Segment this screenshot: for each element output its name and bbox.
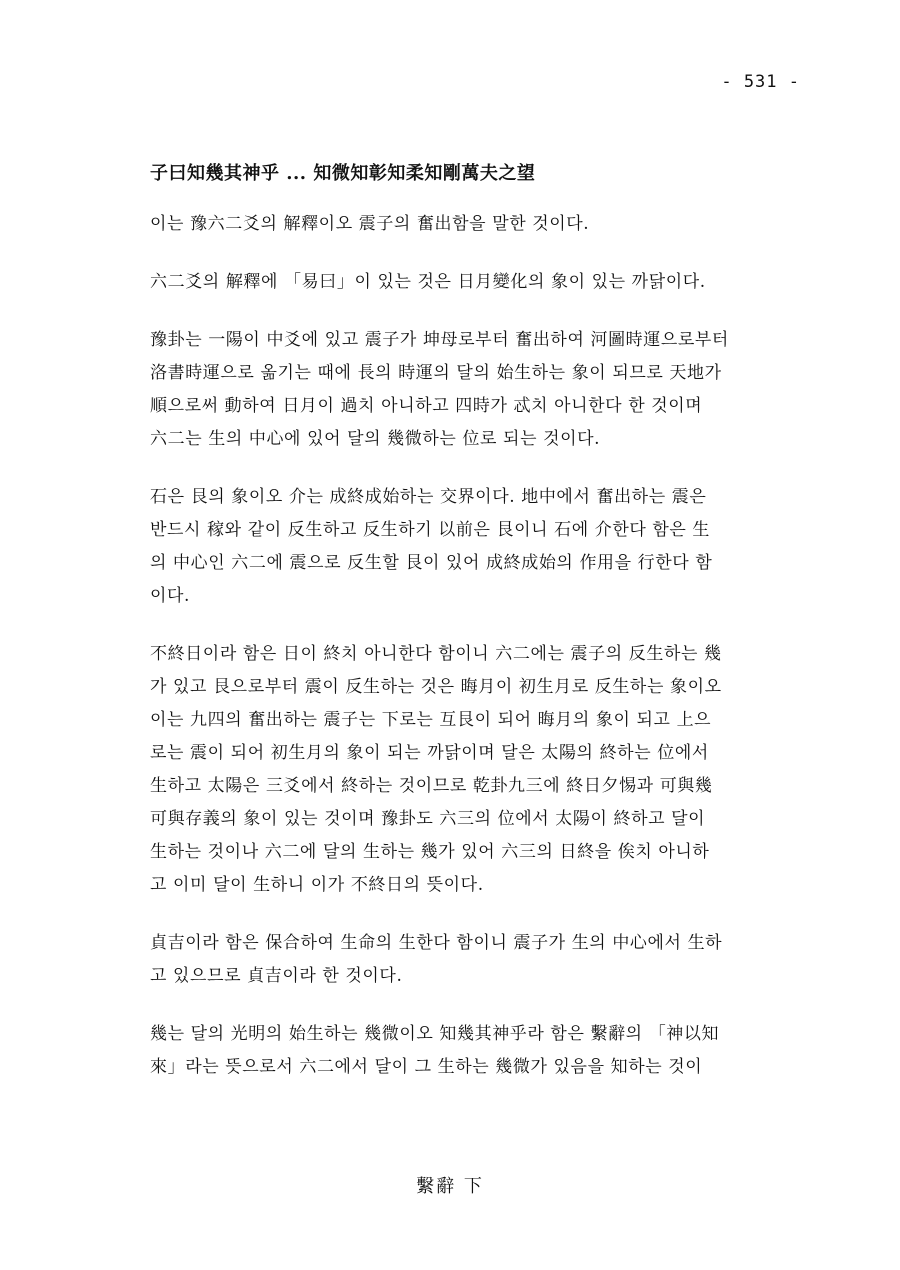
text-line: 로는 震이 되어 初生月의 象이 되는 까닭이며 달은 太陽의 終하는 位에서 bbox=[150, 743, 709, 763]
text-line: 이는 豫六二爻의 解釋이오 震子의 奮出함을 말한 것이다. bbox=[150, 214, 590, 234]
text-line: 洛書時運으로 옮기는 때에 長의 時運의 달의 始生하는 象이 되므로 天地가 bbox=[150, 363, 722, 383]
paragraph-list bbox=[150, 208, 802, 1084]
text-line: 반드시 稼와 같이 反生하고 反生하기 以前은 艮이니 石에 介한다 함은 生 bbox=[150, 520, 711, 540]
text-line: 고 있으므로 貞吉이라 한 것이다. bbox=[150, 966, 403, 986]
text-line: 來」라는 뜻으로서 六二에서 달이 그 生하는 幾微가 있음을 知하는 것이 bbox=[150, 1057, 703, 1077]
page-number: - 531 - bbox=[721, 72, 800, 92]
text-line: 貞吉이라 함은 保合하여 生命의 生한다 함이니 震子가 生의 中心에서 生하 bbox=[150, 933, 723, 953]
section-heading: 子曰知幾其神乎 ... 知微知彰知柔知剛萬夫之望 bbox=[150, 163, 536, 184]
text-line: 幾는 달의 光明의 始生하는 幾微이오 知幾其神乎라 함은 繫辭의 「神以知 bbox=[150, 1024, 720, 1044]
text-line: 可與存義의 象이 있는 것이며 豫卦도 六三의 位에서 太陽이 終하고 달이 bbox=[150, 809, 706, 829]
paragraph bbox=[150, 927, 802, 993]
page-footer: 繫辭 下 bbox=[416, 1176, 484, 1197]
text-line: 六二爻의 解釋에 「易曰」이 있는 것은 日月變化의 象이 있는 까닭이다. bbox=[150, 272, 706, 292]
paragraph bbox=[150, 266, 802, 299]
text-line: 順으로써 動하여 日月이 過치 아니하고 四時가 忒치 아니한다 한 것이며 bbox=[150, 396, 703, 416]
paragraph bbox=[150, 324, 802, 456]
paragraph bbox=[150, 638, 802, 902]
text-line: 不終日이라 함은 日이 終치 아니한다 함이니 六二에는 震子의 反生하는 幾 bbox=[150, 644, 722, 664]
text-line: 生하는 것이나 六二에 달의 生하는 幾가 있어 六三의 日終을 俟치 아니하 bbox=[150, 842, 710, 862]
text-line: 이다. bbox=[150, 586, 191, 606]
paragraph bbox=[150, 1018, 802, 1084]
text-line: 石은 艮의 象이오 介는 成終成始하는 交界이다. 地中에서 奮出하는 震은 bbox=[150, 487, 707, 507]
page-body bbox=[150, 158, 802, 1109]
text-line: 豫卦는 一陽이 中爻에 있고 震子가 坤母로부터 奮出하여 河圖時運으로부터 bbox=[150, 330, 729, 350]
paragraph bbox=[150, 208, 802, 241]
text-line: 이는 九四의 奮出하는 震子는 下로는 互艮이 되어 晦月의 象이 되고 上으 bbox=[150, 710, 712, 730]
paragraph bbox=[150, 481, 802, 613]
text-line: 六二는 生의 中心에 있어 달의 幾微하는 位로 되는 것이다. bbox=[150, 429, 601, 449]
text-line: 가 있고 艮으로부터 震이 反生하는 것은 晦月이 初生月로 反生하는 象이오 bbox=[150, 677, 722, 697]
text-line: 고 이미 달이 生하니 이가 不終日의 뜻이다. bbox=[150, 875, 484, 895]
text-line: 의 中心인 六二에 震으로 反生할 艮이 있어 成終成始의 作用을 行한다 함 bbox=[150, 553, 713, 573]
text-line: 生하고 太陽은 三爻에서 終하는 것이므로 乾卦九三에 終日夕惕과 可與幾 bbox=[150, 776, 713, 796]
